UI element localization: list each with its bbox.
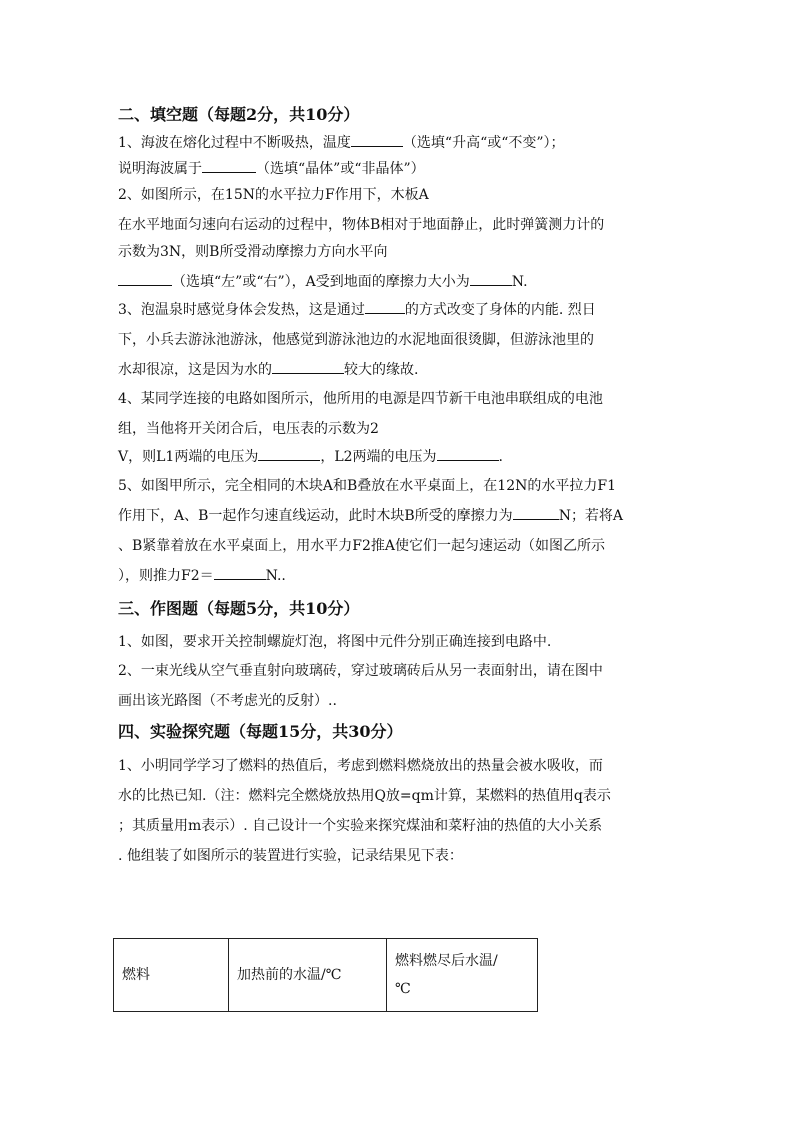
q4-line2: 组，当他将开关闭合后，电压表的示数为2: [118, 421, 379, 437]
q1-line1: [118, 133, 678, 153]
section-heading-drawing: 三、作图题（每题5分，共10分）: [118, 599, 360, 618]
q1-text-a: 1、海波在熔化过程中不断吸热，温度: [118, 135, 351, 151]
q4-text-b: ，L2两端的电压为: [320, 449, 437, 465]
q5-text-a: ），则推力F2＝: [118, 568, 214, 584]
table-cell-text: ℃: [395, 981, 411, 997]
q2-text-b: N.: [511, 274, 528, 290]
answer-blank[interactable]: [202, 159, 256, 173]
q4-text-a: V，则L1两端的电压为: [118, 449, 259, 465]
q2-line4: [118, 272, 678, 292]
q3-text-a: 3、泡温泉时感觉身体会发热，这是通过: [118, 302, 365, 318]
q3-line2: 下，小兵去游泳池游泳，他感觉到游泳池边的水泥地面很烫脚，但游泳池里的: [118, 332, 594, 348]
answer-blank[interactable]: [513, 506, 559, 520]
s4-q1-line1: 1、小明同学学习了燃料的热值后，考虑到燃料燃烧放出的热量会被水吸收，而: [118, 758, 603, 774]
table-cell-temp-before: [229, 939, 387, 1012]
answer-blank[interactable]: [214, 566, 266, 580]
q5-line1: 5、如图甲所示，完全相同的木块A和B叠放在水平桌面上，在12N的水平拉力F1: [118, 478, 616, 494]
answer-blank[interactable]: [272, 360, 344, 374]
s3-q2-line2: 画出该光路图（不考虑光的反射）..: [118, 693, 337, 709]
q3-text-b: 较大的缘故.: [344, 362, 419, 378]
q5-line2: [118, 506, 678, 526]
q1-text-c: 说明海波属于: [118, 161, 202, 177]
q3-line1: [118, 300, 678, 320]
s4-q1-line4: . 他组装了如图所示的装置进行实验，记录结果见下表：: [118, 848, 463, 864]
q5-text-b: N..: [265, 568, 286, 584]
table-cell-temp-after: [387, 939, 538, 1012]
q5-text-b: N；若将A: [558, 508, 624, 524]
q4-line3: [118, 447, 678, 467]
section-heading-fill-in: 二、填空题（每题2分，共10分）: [118, 105, 360, 124]
s4-q1-line2: 水的比热已知.（注：燃料完全燃烧放热用Q放=qm计算，某燃料的热值用q表示: [118, 788, 611, 804]
q3-line3: [118, 360, 678, 380]
answer-blank[interactable]: [118, 272, 172, 286]
q4-line1: 4、某同学连接的电路如图所示，他所用的电源是四节新干电池串联组成的电池: [118, 391, 603, 407]
q5-line4: [118, 566, 678, 586]
q2-text-a: （选填“左”或“右”），A受到地面的摩擦力大小为: [172, 274, 470, 290]
table-cell-text: 燃料燃尽后水温/: [395, 953, 498, 969]
q3-text-a: 水却很凉，这是因为水的: [118, 362, 272, 378]
section-heading-experiment: 四、实验探究题（每题15分，共30分）: [118, 722, 403, 741]
table-cell-fuel: [114, 939, 229, 1012]
q5-text-a: 作用下，A、B一起作匀速直线运动，此时木块B所受的摩擦力为: [118, 508, 513, 524]
q2-line1: 2、如图所示，在15N的水平拉力F作用下，木板A: [118, 187, 429, 203]
q1-text-d: （选填“晶体”或“非晶体”）: [256, 161, 425, 177]
q2-line3: 示数为3N，则B所受滑动摩擦力方向水平向: [118, 244, 388, 260]
answer-blank[interactable]: [351, 133, 403, 147]
s3-q1: 1、如图，要求开关控制螺旋灯泡，将图中元件分别正确连接到电路中.: [118, 634, 552, 650]
q5-line3: 、B紧靠着放在水平桌面上，用水平力F2推A使它们一起匀速运动（如图乙所示: [118, 538, 606, 554]
results-table: [113, 938, 538, 1012]
table-cell-text: 加热前的水温/℃: [237, 967, 342, 983]
answer-blank[interactable]: [437, 447, 499, 461]
s3-q2-line1: 2、一束光线从空气垂直射向玻璃砖，穿过玻璃砖后从另一表面射出，请在图中: [118, 663, 603, 679]
answer-blank[interactable]: [258, 447, 320, 461]
answer-blank[interactable]: [470, 272, 512, 286]
q4-text-c: .: [498, 449, 503, 465]
q3-text-b: 的方式改变了身体的内能. 烈日: [404, 302, 596, 318]
document-body: [118, 104, 678, 866]
q1-text-b: （选填“升高“或“不变”）；: [402, 135, 565, 151]
table-row: [114, 939, 538, 1012]
answer-blank[interactable]: [365, 300, 405, 314]
q2-line2: 在水平地面匀速向右运动的过程中，物体B相对于地面静止，此时弹簧测力计的: [118, 217, 605, 233]
table-cell-text: 燃料: [122, 967, 150, 983]
q1-line2: [118, 159, 678, 179]
s4-q1-line3: ；其质量用m表示）. 自己设计一个实验来探究煤油和菜籽油的热值的大小关系: [118, 818, 603, 834]
